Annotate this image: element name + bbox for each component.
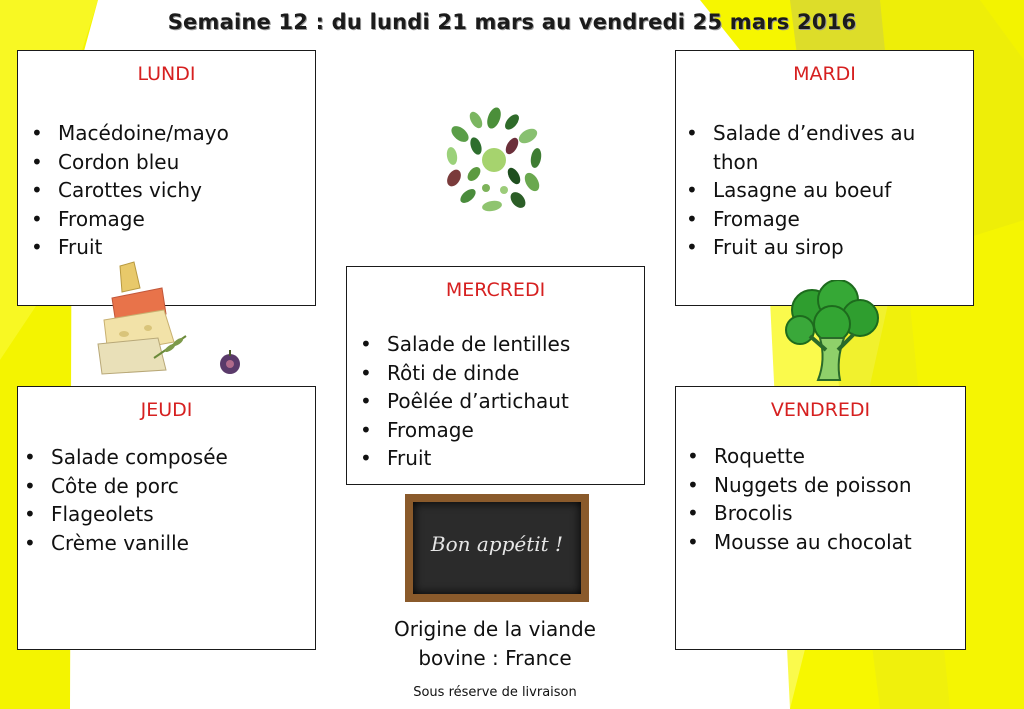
chalkboard-text: Bon appétit ! xyxy=(430,532,564,556)
menu-list-mardi xyxy=(713,119,959,262)
menu-item: • Flageolets xyxy=(51,500,315,529)
menu-item: • Fromage xyxy=(713,205,959,234)
menu-item: • Nuggets de poisson xyxy=(714,471,965,500)
origin-line-2: bovine : France xyxy=(418,646,572,670)
fig-icon xyxy=(217,348,243,376)
menu-item: • Brocolis xyxy=(714,499,965,528)
menu-list-mercredi xyxy=(387,330,644,473)
menu-item: • Fromage xyxy=(58,205,315,234)
card-vendredi xyxy=(675,386,966,650)
card-mardi xyxy=(675,50,974,306)
day-title-vendredi: VENDREDI xyxy=(770,399,871,421)
disclaimer: Sous réserve de livraison xyxy=(413,685,577,700)
day-title-mardi: MARDI xyxy=(793,63,856,85)
menu-item: • Poêlée d’artichaut xyxy=(387,387,644,416)
menu-item: • Fruit xyxy=(387,444,644,473)
menu-list-jeudi xyxy=(51,443,315,557)
cheese-icon xyxy=(94,258,194,378)
card-jeudi xyxy=(17,386,316,650)
broccoli-icon xyxy=(782,280,882,386)
menu-list-vendredi xyxy=(714,442,965,556)
menu-item: • Salade de lentilles xyxy=(387,330,644,359)
menu-item: • Lasagne au boeuf xyxy=(713,176,959,205)
page-title: Semaine 12 : du lundi 21 mars au vendredi 25 mars 2016 xyxy=(167,10,857,34)
chalkboard-icon xyxy=(405,494,589,602)
menu-item: • Cordon bleu xyxy=(58,148,315,177)
card-mercredi xyxy=(346,266,645,485)
menu-item: • Macédoine/mayo xyxy=(58,119,315,148)
menu-item: • Côte de porc xyxy=(51,472,315,501)
menu-item: • Fruit xyxy=(58,233,315,262)
menu-item: • Mousse au chocolat xyxy=(714,528,965,557)
menu-item: • Salade composée xyxy=(51,443,315,472)
menu-list-lundi xyxy=(58,119,315,262)
menu-item: • Fromage xyxy=(387,416,644,445)
menu-item: • Roquette xyxy=(714,442,965,471)
day-title-lundi: LUNDI xyxy=(137,63,196,85)
menu-item: • Fruit au sirop xyxy=(713,233,959,262)
day-title-jeudi: JEUDI xyxy=(140,399,193,421)
menu-item: • Salade d’endives au thon xyxy=(713,119,959,176)
menu-item: • Rôti de dinde xyxy=(387,359,644,388)
menu-item: • Carottes vichy xyxy=(58,176,315,205)
origin-note xyxy=(340,615,650,673)
origin-line-1: Origine de la viande xyxy=(394,617,596,641)
menu-item: • Crème vanille xyxy=(51,529,315,558)
salad-leaves-icon xyxy=(428,96,560,228)
day-title-mercredi: MERCREDI xyxy=(445,279,546,301)
